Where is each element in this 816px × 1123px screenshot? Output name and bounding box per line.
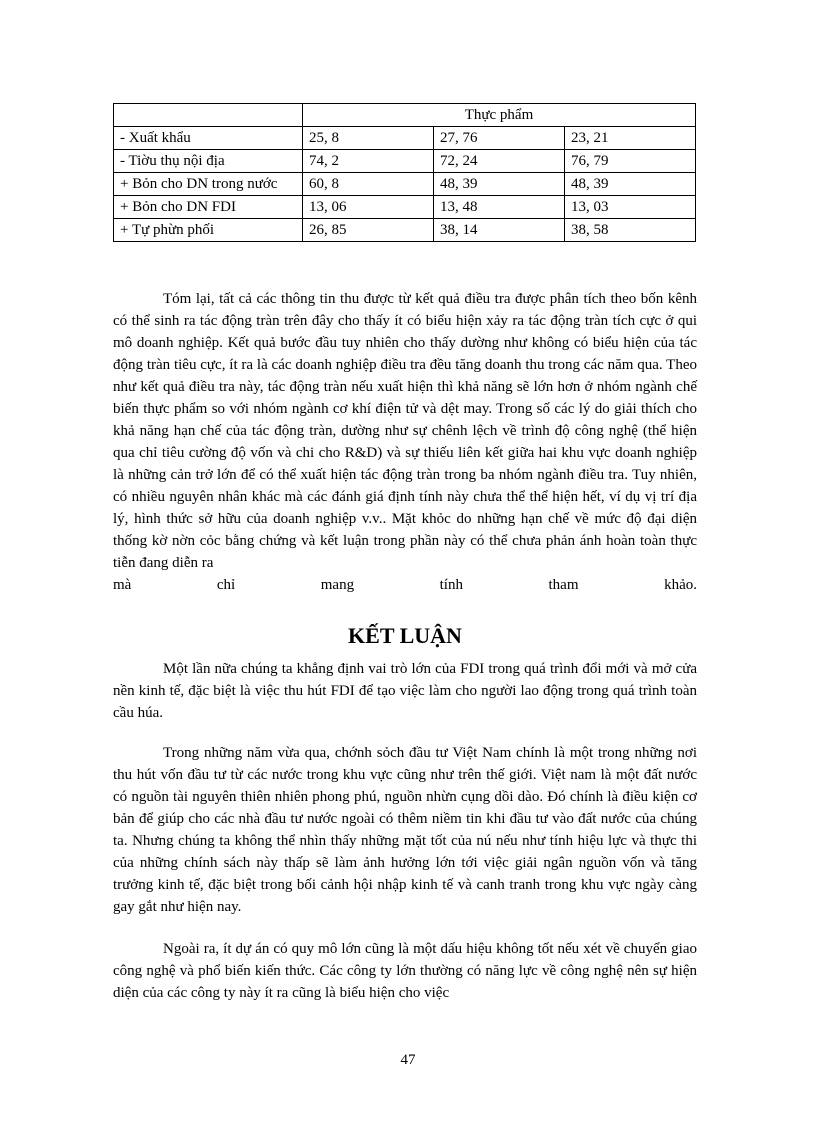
- summary-word: khảo.: [664, 577, 697, 593]
- conclusion-paragraph-2-block: [113, 742, 697, 918]
- table-header-row: [114, 104, 696, 127]
- table-cell: 26, 85: [303, 219, 434, 242]
- summary-word: tham: [548, 577, 579, 593]
- table-cell: 13, 03: [565, 196, 696, 219]
- data-table: [113, 103, 696, 242]
- conclusion-paragraph-1-block: [113, 658, 697, 724]
- table-cell: 25, 8: [303, 127, 434, 150]
- table-cell: 60, 8: [303, 173, 434, 196]
- table-cell: 76, 79: [565, 150, 696, 173]
- table-cell: 23, 21: [565, 127, 696, 150]
- data-table-container: [113, 103, 696, 242]
- table-cell: 13, 48: [434, 196, 565, 219]
- summary-word: chỉ: [216, 577, 236, 593]
- table-row: [114, 127, 696, 150]
- page-number: 47: [400, 1052, 416, 1068]
- row-label: + Bỏn cho DN trong nước: [114, 173, 303, 196]
- summary-section: [113, 288, 697, 596]
- conclusion-paragraph-3-block: [113, 938, 697, 1004]
- table-header-cell: Thực phẩm: [303, 104, 696, 127]
- summary-paragraph: Tóm lại, tất cả các thông tin thu được từ kết quả điều tra được phân tích theo bốn kênh có thể sinh ra tác động tràn trên đây cho thấy ít có biểu hiện xảy ra tác động tràn tích cực ở qui mô doanh nghiệp. Kết quả bước đầu tuy nhiên cho thấy dường như không có biểu hiện của tác động tràn tiêu cực, ít ra là các doanh nghiệp điều tra đều tăng doanh thu trong các năm qua. Theo như kết quả điều tra này, tác động tràn nếu xuất hiện thì khả năng sẽ lớn hơn ở nhóm ngành chế biến thực phẩm so với nhóm ngành cơ khí điện tử và dệt may. Trong số các lý do giải thích cho khả năng hạn chế của tác động tràn, dường như sự chênh lệch về trình độ công nghệ (thể hiện qua chỉ tiêu cường độ vốn và chi cho R&D) và sự thiếu liên kết giữa hai khu vực doanh nghiệp là những cản trở lớn để có thể xuất hiện tác động tràn trong ba nhóm ngành điều tra. Tuy nhiên, có nhiều nguyên nhân khác mà các đánh giá định tính này chưa thể thể hiện hết, ví dụ vị trí địa lý, hình thức sở hữu của doanh nghiệp v.v.. Mặt khỏc do những hạn chế về mức độ đại diện thống kờ nờn cỏc bằng chứng và kết luận trong phần này có thể chưa phản ánh hoàn toàn thực tiễn đang diễn ra: [113, 291, 697, 571]
- table-cell: 48, 39: [434, 173, 565, 196]
- table-cell: 38, 14: [434, 219, 565, 242]
- row-label: - Xuất khẩu: [114, 127, 303, 150]
- summary-word: tính: [439, 577, 463, 593]
- conclusion-paragraph: Một lần nữa chúng ta khẳng định vai trò lớn của FDI trong quá trình đổi mới và mở cửa nền kinh tế, đặc biệt là việc thu hút FDI để tạo việc làm cho người lao động trong quá trình toàn cầu húa.: [113, 661, 697, 721]
- table-row: [114, 173, 696, 196]
- table-cell: 74, 2: [303, 150, 434, 173]
- summary-word: mang: [320, 577, 355, 593]
- conclusion-paragraph: Ngoài ra, ít dự án có quy mô lớn cũng là một dấu hiệu không tốt nếu xét về chuyển giao công nghệ và phổ biến kiến thức. Các công ty lớn thường có năng lực về công nghệ nên sự hiện diện của các công ty này ít ra cũng là biểu hiện cho việc: [113, 941, 697, 1001]
- summary-word: mà: [113, 577, 132, 593]
- table-row: [114, 150, 696, 173]
- conclusion-heading: KẾT LUẬN: [348, 623, 462, 648]
- table-header-empty-cell: [114, 104, 303, 127]
- row-label: - Tiờu thụ nội địa: [114, 150, 303, 173]
- row-label: + Bỏn cho DN FDI: [114, 196, 303, 219]
- row-label: + Tự phừn phối: [114, 219, 303, 242]
- table-row: [114, 219, 696, 242]
- table-cell: 48, 39: [565, 173, 696, 196]
- table-row: [114, 196, 696, 219]
- summary-last-line: [113, 574, 697, 596]
- table-cell: 27, 76: [434, 127, 565, 150]
- table-cell: 72, 24: [434, 150, 565, 173]
- table-cell: 38, 58: [565, 219, 696, 242]
- conclusion-paragraph: Trong những năm vừa qua, chớnh sỏch đầu tư Việt Nam chính là một trong những nơi thu hút vốn đầu tư từ các nước trong khu vực cũng như trên thế giới. Việt nam là một đất nước có nguồn tài nguyên thiên nhiên phong phú, nguồn nhừn cụng dồi dào. Đó chính là điều kiện cơ bản để giúp cho các nhà đầu tư nước ngoài có thêm niềm tin khi đầu tư vào đất nước của chúng ta. Nhưng chúng ta không thể nhìn thấy những mặt tốt của nú nếu như tính hiệu lực và thực thi của những chính sách này thấp sẽ làm ảnh hưởng lớn tới việc giải ngân nguồn vốn và tăng trưởng kinh tế, đặc biệt trong bối cảnh hội nhập kinh tế và canh tranh trong khu vực ngày càng gay gắt như hiện nay.: [113, 745, 697, 915]
- table-cell: 13, 06: [303, 196, 434, 219]
